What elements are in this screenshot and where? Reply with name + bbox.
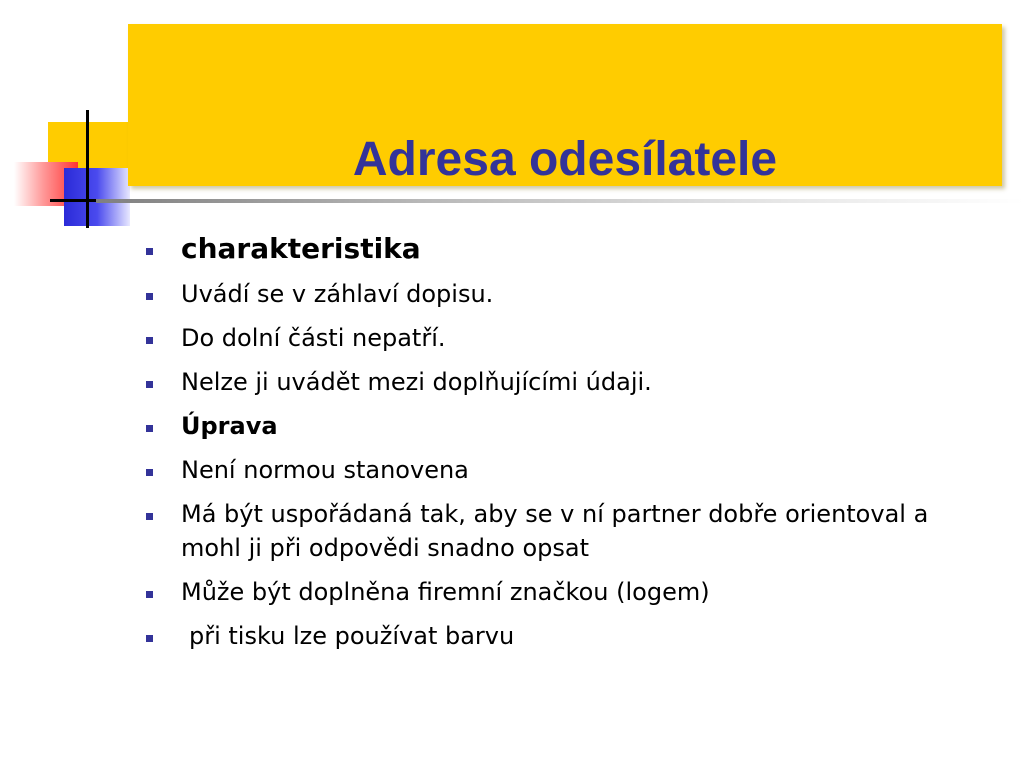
bullet-text: Úprava <box>181 412 278 440</box>
bullet-item <box>146 619 986 653</box>
bullet-text: Uvádí se v záhlaví dopisu. <box>181 280 494 308</box>
bullet-item <box>146 409 986 443</box>
square-bullet-icon <box>146 469 153 476</box>
bullet-text: Má být uspořádaná tak, aby se v ní partner dobře orientoval a mohl ji při odpovědi snadno opsat <box>181 500 929 562</box>
square-bullet-icon <box>146 248 153 255</box>
bullet-text: charakteristika <box>181 232 421 265</box>
bullet-list <box>146 232 986 663</box>
bullet-text: Do dolní části nepatří. <box>181 324 446 352</box>
bullet-item <box>146 497 986 565</box>
title-divider-line <box>96 199 1024 203</box>
bullet-item <box>146 321 986 355</box>
bullet-item <box>146 232 986 267</box>
bullet-text: Může být doplněna firemní značkou (logem) <box>181 578 710 606</box>
bullet-item <box>146 575 986 609</box>
slide-title: Adresa odesílatele <box>352 133 778 186</box>
decor-blue-gradient-block <box>64 168 130 226</box>
bullet-text: Nelze ji uvádět mezi doplňujícími údaji. <box>181 368 652 396</box>
square-bullet-icon <box>146 591 153 598</box>
bullet-item <box>146 277 986 311</box>
square-bullet-icon <box>146 381 153 388</box>
square-bullet-icon <box>146 425 153 432</box>
square-bullet-icon <box>146 513 153 520</box>
square-bullet-icon <box>146 293 153 300</box>
decor-vertical-line <box>86 110 89 228</box>
bullet-text: Není normou stanovena <box>181 456 469 484</box>
bullet-item <box>146 453 986 487</box>
square-bullet-icon <box>146 635 153 642</box>
title-box <box>128 24 1002 186</box>
bullet-item <box>146 365 986 399</box>
square-bullet-icon <box>146 337 153 344</box>
bullet-text: při tisku lze používat barvu <box>189 622 515 650</box>
